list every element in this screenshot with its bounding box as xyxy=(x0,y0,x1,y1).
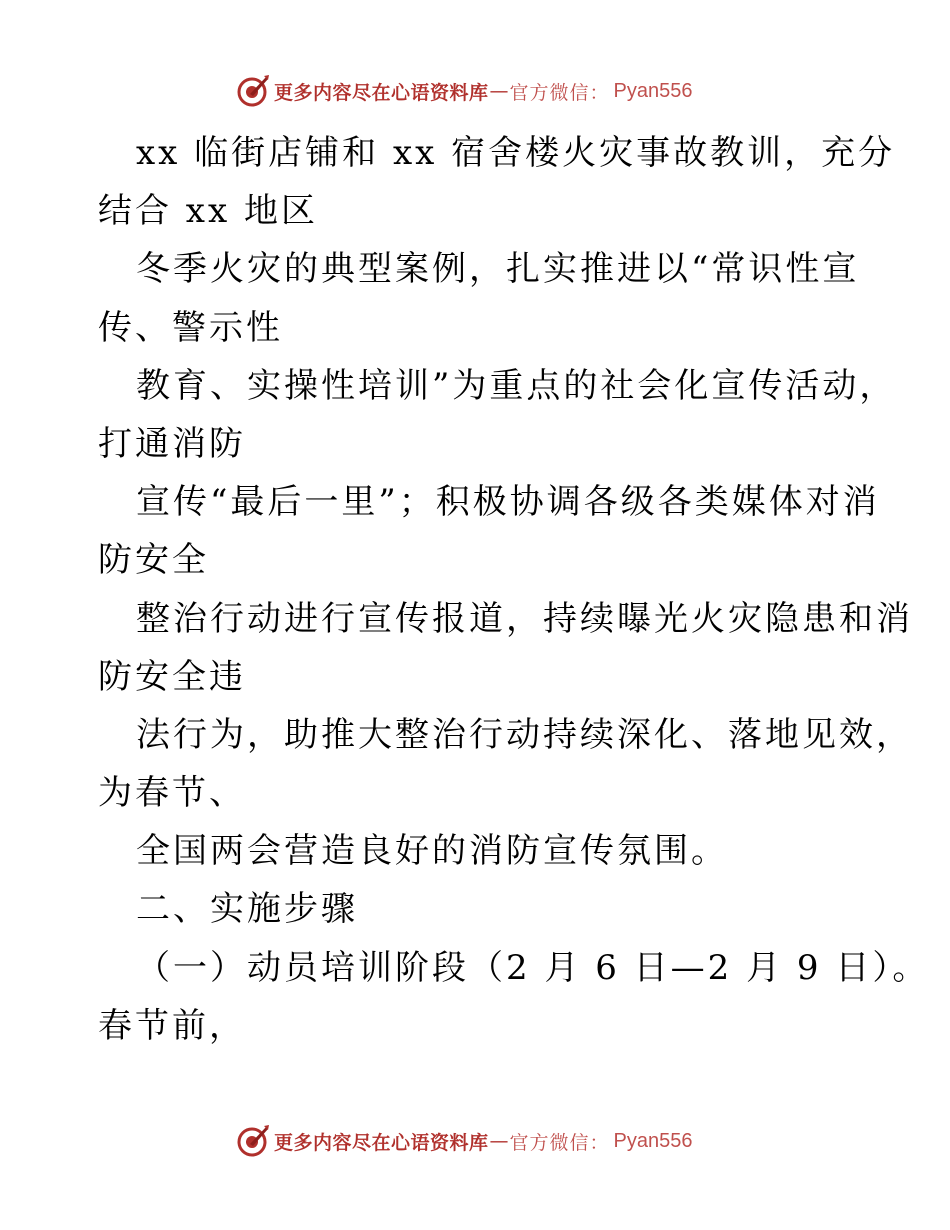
watermark-text: 更多内容尽在心语资料库 xyxy=(274,81,489,104)
text-line: 结合 xx 地区 xyxy=(98,191,318,232)
text-line: 春节前， xyxy=(98,1005,246,1046)
text-line: （一）动员培训阶段（2 月 6 日—2 月 9 日）。 xyxy=(136,947,930,988)
watermark-wechat-id: Pyan556 xyxy=(613,79,693,102)
text-line: 传、警示性 xyxy=(98,307,283,348)
document-body xyxy=(98,124,930,1055)
quill-logo-icon xyxy=(236,74,270,108)
text-line: 防安全违 xyxy=(98,656,246,697)
watermark-wechat-id: Pyan556 xyxy=(613,1129,693,1152)
watermark-header xyxy=(236,74,693,108)
text-line: xx 临街店铺和 xx 宿舍楼火灾事故教训，充分 xyxy=(136,133,896,173)
text-line: 法行为，助推大整治行动持续深化、落地见效， xyxy=(136,714,913,755)
quill-logo-icon xyxy=(236,1124,270,1158)
text-line: 宣传“最后一里”；积极协调各级各类媒体对消 xyxy=(136,482,880,523)
watermark-dash: — xyxy=(489,1130,509,1152)
watermark-text: 更多内容尽在心语资料库 xyxy=(274,1131,489,1154)
section-heading: 二、实施步骤 xyxy=(136,889,358,930)
watermark-wechat-label: 官方微信： xyxy=(509,1131,610,1154)
text-line: 全国两会营造良好的消防宣传氛围。 xyxy=(136,831,728,872)
text-line: 防安全 xyxy=(98,540,209,581)
watermark-footer xyxy=(236,1124,693,1158)
watermark-wechat-label: 官方微信： xyxy=(509,81,610,104)
text-line: 冬季火灾的典型案例，扎实推进以“常识性宣 xyxy=(136,249,860,290)
text-line: 打通消防 xyxy=(98,423,246,464)
text-line: 为春节、 xyxy=(98,773,246,814)
watermark-dash: — xyxy=(489,80,509,102)
text-line: 整治行动进行宣传报道，持续曝光火灾隐患和消 xyxy=(136,598,913,639)
text-line: 教育、实操性培训”为重点的社会化宣传活动， xyxy=(136,365,897,406)
